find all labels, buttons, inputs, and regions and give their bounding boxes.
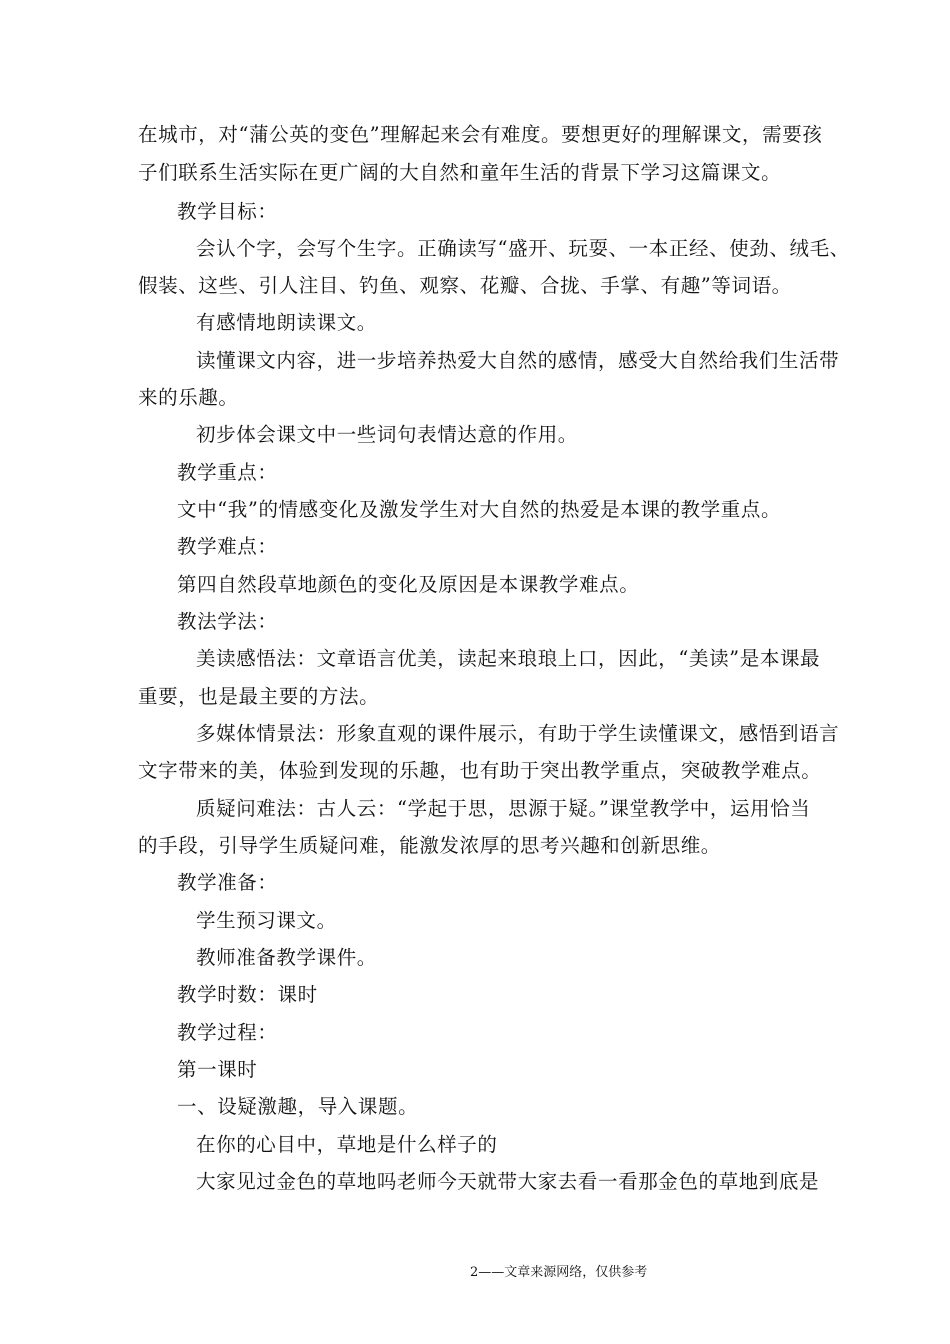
page-footer: 2——文章来源网络，仅供参考: [470, 1265, 648, 1280]
text-line: 子们联系生活实际在更广阔的大自然和童年生活的背景下学习这篇课文。: [138, 161, 782, 184]
lesson-heading: 第一课时: [177, 1058, 258, 1081]
text-line: 有感情地朗读课文。: [196, 311, 377, 334]
text-line: 美读感悟法：文章语言优美，读起来琅琅上口，因此，“美读”是本课最: [196, 647, 821, 670]
text-line: 假装、这些、引人注目、钓鱼、观察、花瓣、合拢、手掌、有趣”等词语。: [138, 274, 792, 297]
text-line: 的手段，引导学生质疑问难，能激发浓厚的思考兴趣和创新思维。: [138, 834, 721, 857]
text-line: 第四自然段草地颜色的变化及原因是本课教学难点。: [177, 573, 640, 596]
section-heading-preparation: 教学准备：: [177, 871, 278, 894]
text-line: 会认个字，会写个生字。正确读写“盛开、玩耍、一本正经、使劲、绒毛、: [196, 237, 850, 260]
text-line: 文字带来的美，体验到发现的乐趣，也有助于突出教学重点，突破教学难点。: [138, 759, 822, 782]
text-line: 学生预习课文。: [196, 909, 337, 932]
text-line: 多媒体情景法：形象直观的课件展示，有助于学生读懂课文，感悟到语言: [196, 722, 840, 745]
section-heading-difficulty: 教学难点：: [177, 535, 278, 558]
text-line: 质疑问难法：古人云：“学起于思，思源于疑。”课堂教学中，运用恰当: [196, 797, 811, 820]
section-heading-hours: 教学时数：课时: [177, 983, 318, 1006]
text-line: 在你的心目中，草地是什么样子的: [196, 1133, 498, 1156]
section-heading-process: 教学过程：: [177, 1021, 278, 1044]
text-line: 重要，也是最主要的方法。: [138, 685, 380, 708]
text-line: 初步体会课文中一些词句表情达意的作用。: [196, 423, 578, 446]
step-heading: 一、设疑激趣，导入课题。: [177, 1095, 419, 1118]
text-line: 在城市，对“蒲公英的变色”理解起来会有难度。要想更好的理解课文，需要孩: [138, 123, 823, 146]
text-line: 读懂课文内容，进一步培养热爱大自然的感情，感受大自然给我们生活带: [196, 349, 840, 372]
text-line: 大家见过金色的草地吗老师今天就带大家去看一看那金色的草地到底是: [196, 1170, 820, 1193]
section-heading-goals: 教学目标：: [177, 200, 278, 223]
section-heading-methods: 教法学法：: [177, 610, 278, 633]
text-line: 文中“我”的情感变化及激发学生对大自然的热爱是本课的教学重点。: [177, 498, 782, 521]
section-heading-focus: 教学重点：: [177, 461, 278, 484]
text-line: 教师准备教学课件。: [196, 946, 377, 969]
text-line: 来的乐趣。: [138, 386, 239, 409]
